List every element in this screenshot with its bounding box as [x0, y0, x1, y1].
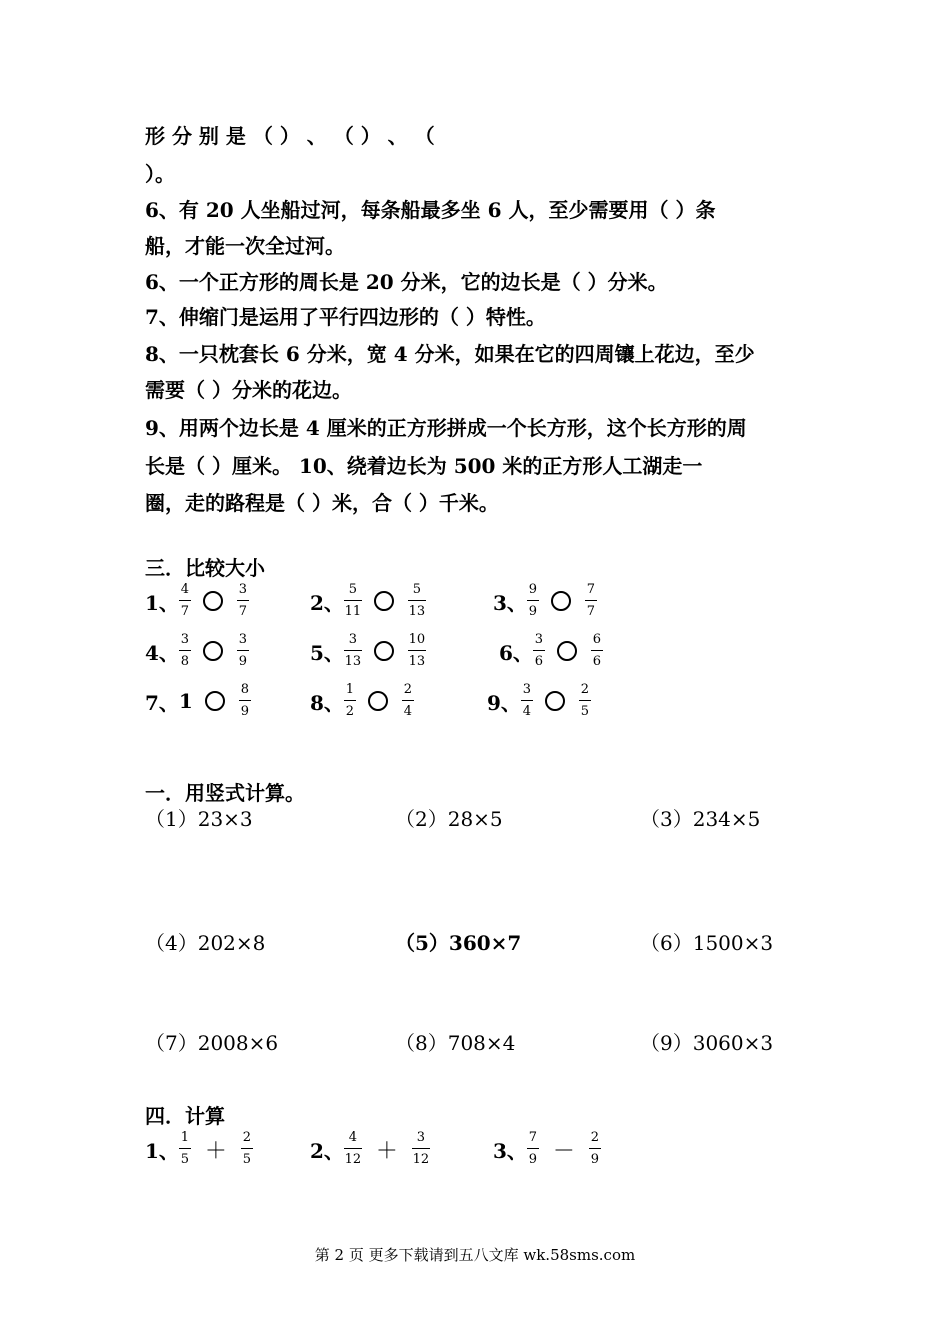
compare-label: 7、 [145, 690, 179, 715]
fraction-numerator: 7 [528, 1130, 538, 1145]
vertical-item-3: （3）234×5 [640, 807, 761, 831]
left-fraction [179, 1131, 191, 1167]
compare-circle-blank[interactable] [374, 591, 394, 611]
calc-item [310, 1131, 430, 1167]
question-8-line1: 8、一只枕套长 6 分米，宽 4 分米，如果在它的四周镶上花边，至少 [145, 342, 755, 366]
operator: ＋ [375, 1138, 398, 1164]
fraction-numerator: 9 [528, 582, 538, 597]
fraction-numerator: 3 [348, 632, 358, 647]
fraction-bar [239, 700, 251, 701]
fraction-denominator: 11 [344, 604, 362, 619]
fraction-numerator: 6 [592, 632, 602, 647]
fraction-bar [179, 1148, 191, 1149]
fraction-numerator: 3 [238, 632, 248, 647]
compare-item [487, 683, 591, 719]
fraction-numerator: 2 [242, 1130, 252, 1145]
question-8-line2: 需要（ ）分米的花边。 [145, 378, 352, 402]
fraction-bar [412, 1148, 430, 1149]
fraction-denominator: 2 [345, 704, 355, 719]
fraction-denominator: 7 [586, 604, 596, 619]
fraction-bar [591, 650, 603, 651]
question-line: 形 分 别 是 （ ） 、 （ ） 、 （ [145, 124, 435, 148]
vertical-item-8: （8）708×4 [395, 1031, 516, 1055]
compare-item [310, 683, 414, 719]
left-fraction [533, 633, 545, 669]
compare-item [310, 633, 426, 669]
fraction-denominator: 5 [180, 1152, 190, 1167]
compare-circle-blank[interactable] [545, 691, 565, 711]
compare-item [499, 633, 603, 669]
fraction-bar [179, 600, 191, 601]
vertical-item-1: （1）23×3 [145, 807, 253, 831]
compare-circle-blank[interactable] [203, 591, 223, 611]
vertical-item-6: （6）1500×3 [640, 931, 774, 955]
fraction-denominator: 13 [344, 654, 362, 669]
fraction-bar [179, 650, 191, 651]
right-fraction [412, 1131, 430, 1167]
fraction-denominator: 5 [580, 704, 590, 719]
fraction-bar [408, 600, 426, 601]
left-fraction [344, 683, 356, 719]
fraction-bar [533, 650, 545, 651]
left-fraction [344, 633, 362, 669]
right-fraction [408, 583, 426, 619]
right-fraction [408, 633, 426, 669]
fraction-bar [579, 700, 591, 701]
fraction-numerator: 3 [416, 1130, 426, 1145]
compare-label: 9、 [487, 690, 521, 715]
fraction-numerator: 2 [590, 1130, 600, 1145]
compare-item [145, 633, 249, 669]
question-9-line1: 9、用两个边长是 4 厘米的正方形拼成一个长方形，这个长方形的周 [145, 416, 747, 440]
calc-label: 1、 [145, 1138, 179, 1163]
compare-item [493, 583, 597, 619]
compare-label: 5、 [310, 640, 344, 665]
fraction-denominator: 9 [238, 654, 248, 669]
question-6a-line1: 6、有 20 人坐船过河，每条船最多坐 6 人，至少需要用（ ）条 [145, 198, 716, 222]
fraction-denominator: 9 [528, 604, 538, 619]
compare-circle-blank[interactable] [368, 691, 388, 711]
calc-item [145, 1131, 253, 1167]
fraction-numerator: 3 [238, 582, 248, 597]
right-fraction [589, 1131, 601, 1167]
vertical-item-9: （9）3060×3 [640, 1031, 774, 1055]
fraction-denominator: 9 [590, 1152, 600, 1167]
right-fraction [591, 633, 603, 669]
vertical-item-5: （5）360×7 [395, 931, 522, 955]
question-7: 7、伸缩门是运用了平行四边形的（ ）特性。 [145, 305, 546, 329]
section-title-vertical: 一．用竖式计算。 [145, 781, 305, 805]
fraction-bar [402, 700, 414, 701]
fraction-denominator: 8 [180, 654, 190, 669]
fraction-numerator: 4 [348, 1130, 358, 1145]
left-fraction [344, 583, 362, 619]
compare-label: 1、 [145, 590, 179, 615]
calc-label: 3、 [493, 1138, 527, 1163]
left-fraction [527, 1131, 539, 1167]
fraction-bar [237, 650, 249, 651]
fraction-denominator: 4 [522, 704, 532, 719]
question-9-line2: 长是（ ）厘米。 10、绕着边长为 500 米的正方形人工湖走一 [145, 454, 703, 478]
fraction-bar [344, 650, 362, 651]
fraction-bar [344, 1148, 362, 1149]
vertical-item-7: （7）2008×6 [145, 1031, 279, 1055]
fraction-bar [237, 600, 249, 601]
fraction-numerator: 8 [240, 682, 249, 697]
fraction-denominator: 9 [240, 704, 249, 719]
section-title-calc: 四．计算 [145, 1104, 225, 1128]
right-fraction [585, 583, 597, 619]
calc-item [493, 1131, 601, 1167]
right-fraction [402, 683, 414, 719]
fraction-denominator: 7 [180, 604, 190, 619]
page-footer: 第 2 页 更多下载请到五八文库 wk.58sms.com [314, 1246, 636, 1264]
fraction-bar [585, 600, 597, 601]
section-title-compare: 三．比较大小 [145, 556, 265, 580]
compare-circle-blank[interactable] [551, 591, 571, 611]
fraction-numerator: 2 [580, 682, 590, 697]
right-fraction [579, 683, 591, 719]
compare-circle-blank[interactable] [205, 691, 225, 711]
fraction-numerator: 3 [522, 682, 532, 697]
fraction-bar [344, 600, 362, 601]
fraction-numerator: 2 [403, 682, 413, 697]
compare-label: 6、 [499, 640, 533, 665]
question-6a-line2: 船，才能一次全过河。 [145, 234, 345, 258]
right-fraction [239, 683, 251, 719]
compare-circle-blank[interactable] [374, 641, 394, 661]
fraction-denominator: 12 [412, 1152, 430, 1167]
fraction-bar [344, 700, 356, 701]
fraction-numerator: 1 [345, 682, 355, 697]
whole-number: 1 [178, 689, 193, 713]
fraction-denominator: 6 [534, 654, 544, 669]
compare-label: 3、 [493, 590, 527, 615]
fraction-denominator: 12 [344, 1152, 362, 1167]
question-6b: 6、一个正方形的周长是 20 分米，它的边长是（ ）分米。 [145, 270, 668, 294]
left-fraction [179, 633, 191, 669]
fraction-numerator: 10 [408, 632, 426, 647]
fraction-numerator: 5 [348, 582, 358, 597]
vertical-item-2: （2）28×5 [395, 807, 503, 831]
fraction-denominator: 4 [403, 704, 413, 719]
fraction-denominator: 9 [528, 1152, 538, 1167]
fraction-bar [521, 700, 533, 701]
fraction-denominator: 5 [242, 1152, 252, 1167]
right-fraction [237, 633, 249, 669]
calc-label: 2、 [310, 1138, 344, 1163]
left-fraction [179, 583, 191, 619]
fraction-bar [589, 1148, 601, 1149]
question-9-line3: 圈，走的路程是（ ）米，合（ ）千米。 [145, 491, 499, 515]
fraction-denominator: 7 [238, 604, 248, 619]
fraction-numerator: 5 [412, 582, 422, 597]
fraction-numerator: 3 [180, 632, 190, 647]
fraction-bar [527, 1148, 539, 1149]
compare-item [145, 583, 249, 619]
operator: ＋ [204, 1138, 227, 1164]
left-fraction [521, 683, 533, 719]
compare-label: 2、 [310, 590, 344, 615]
right-fraction [241, 1131, 253, 1167]
compare-circle-blank[interactable] [203, 641, 223, 661]
fraction-numerator: 7 [586, 582, 596, 597]
right-fraction [237, 583, 249, 619]
fraction-bar [408, 650, 426, 651]
compare-item [310, 583, 426, 619]
compare-label: 4、 [145, 640, 179, 665]
fraction-bar [527, 600, 539, 601]
left-fraction [527, 583, 539, 619]
fraction-numerator: 4 [180, 582, 190, 597]
fraction-bar [241, 1148, 253, 1149]
fraction-denominator: 13 [408, 604, 426, 619]
left-fraction [344, 1131, 362, 1167]
fraction-numerator: 1 [180, 1130, 190, 1145]
fraction-numerator: 3 [534, 632, 544, 647]
vertical-item-4: （4）202×8 [145, 931, 266, 955]
compare-item [145, 683, 251, 719]
compare-label: 8、 [310, 690, 344, 715]
compare-circle-blank[interactable] [557, 641, 577, 661]
fraction-denominator: 13 [408, 654, 426, 669]
fraction-denominator: 6 [592, 654, 602, 669]
operator: － [552, 1138, 575, 1164]
question-line: ）。 [145, 162, 175, 186]
